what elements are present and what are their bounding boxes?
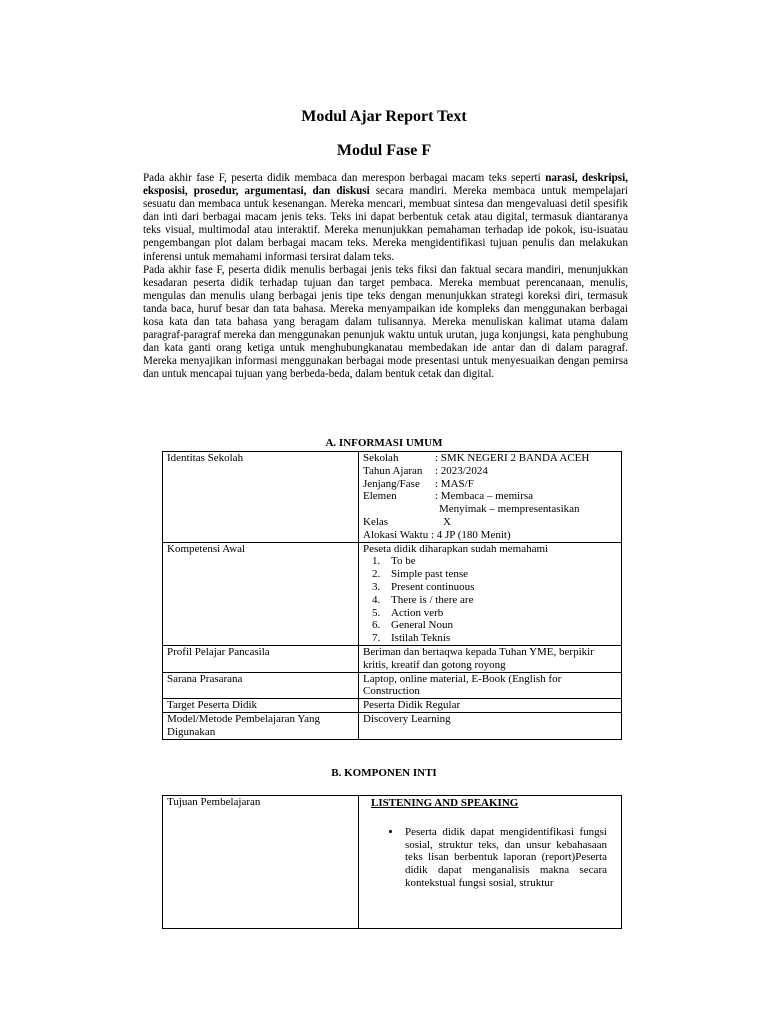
- table-row: [163, 542, 622, 645]
- list-item: 5. Action verb: [383, 607, 617, 620]
- intro-text: [143, 172, 628, 382]
- section-a-heading: A. INFORMASI UMUM: [325, 437, 443, 449]
- table-row: [163, 699, 622, 713]
- list-item: 3. Present continuous: [383, 581, 617, 594]
- kompetensi-label: Kompetensi Awal: [163, 542, 359, 645]
- model-label: Model/Metode Pembelajaran Yang Digunakan: [163, 712, 359, 739]
- identitas-value: Sekolah : SMK NEGERI 2 BANDA ACEH Tahun Ajaran : 2023/2024 Jenjang/Fase : MAS/F Elemen : Membaca – memirsa Menyimak – mempresentasikan Kelas X Alokasi Waktu : 4 JP (180 Menit): [359, 452, 622, 543]
- target-value: Peserta Didik Regular: [359, 699, 622, 713]
- document-subtitle: Modul Fase F: [336, 142, 432, 159]
- tujuan-label: Tujuan Pembelajaran: [163, 796, 359, 929]
- list-item: 7. Istilah Teknis: [383, 632, 617, 645]
- table-row: [163, 796, 622, 929]
- prerequisite-list: [363, 555, 617, 645]
- section-b-heading: B. KOMPONEN INTI: [331, 767, 437, 779]
- identitas-label: Identitas Sekolah: [163, 452, 359, 543]
- table-row: [163, 645, 622, 672]
- general-info-table: [162, 451, 622, 740]
- table-row: [163, 712, 622, 739]
- profil-label: Profil Pelajar Pancasila: [163, 645, 359, 672]
- table-row: [163, 672, 622, 699]
- profil-value: Beriman dan bertaqwa kepada Tuhan YME, berpikir kritis, kreatif dan gotong royong: [359, 645, 622, 672]
- text-types-bold: narasi, deskripsi, eksposisi, prosedur, argumentasi, dan diskusi: [143, 172, 628, 198]
- objective-list: [363, 826, 617, 890]
- sarana-label: Sarana Prasarana: [163, 672, 359, 699]
- core-component-table: [162, 795, 622, 929]
- model-value: Discovery Learning: [359, 712, 622, 739]
- table-row: [163, 452, 622, 543]
- kompetensi-value: Peseta didik diharapkan sudah memahami 1. To be 2. Simple past tense 3. Present continuous 4. There is / there are 5. Action verb 6. General Noun 7. Istilah Teknis: [359, 542, 622, 645]
- list-item: 1. To be: [383, 555, 617, 568]
- document-title: Modul Ajar Report Text: [301, 108, 467, 125]
- intro-paragraph-2: Pada akhir fase F, peserta didik menulis berbagai jenis teks fiksi dan faktual secara mandiri, menunjukkan kesadaran peserta didik terhadap tujuan dan target pembaca. Mereka membuat perencanaan, menulis, mengulas dan menulis ulang berbagai jenis tipe teks dengan menunjukkan strategi koreksi diri, termasuk tanda baca, huruf besar dan tata bahasa. Mereka menyampaikan ide kompleks dan menggunakan berbagai kosa kata dan tata bahasa yang beragam dalam tulisannya. Mereka menuliskan kalimat utama dalam paragraf-paragraf mereka dan menggunakan penunjuk waktu untuk urutan, juga konjungsi, kata penghubung dan kata ganti orang ketiga untuk menghubungkanatau membedakan ide antar dan di dalam paragraf. Mereka menyajikan informasi menggunakan berbagai mode presentasi untuk menyesuaikan dengan pemirsa dan untuk mencapai tujuan yang berbeda-beda, dalam bentuk cetak dan digital.: [143, 263, 628, 381]
- list-item: 6. General Noun: [383, 619, 617, 632]
- target-label: Target Peserta Didik: [163, 699, 359, 713]
- tujuan-value: [359, 796, 622, 929]
- list-item: • Peserta didik dapat mengidentifikasi fungsi sosial, struktur teks, dan unsur kebahasaan teks lisan berbentuk laporan (report)Peserta didik dapat menganalisis makna secara kontekstual fungsi sosial, struktur: [402, 826, 617, 890]
- intro-paragraph-1: Pada akhir fase F, peserta didik membaca dan merespon berbagai macam teks seperti narasi, deskripsi, eksposisi, prosedur, argumentasi, dan diskusi secara mandiri. Mereka membaca untuk mempelajari sesuatu dan membaca untuk kesenangan. Mereka mencari, membuat sintesa dan mengevaluasi detil spesifik dan inti dari berbagai macam jenis teks. Teks ini dapat berbentuk cetak atau digital, termasuk diantaranya teks visual, multimodal atau interaktif. Mereka menunjukkan pemahaman terhadap ide pokok, isu-isuatau pengembangan plot dalam berbagai macam teks. Mereka mengidentifikasi tujuan penulis dan melakukan inferensi untuk memahami informasi tersirat dalam teks.: [143, 172, 628, 263]
- list-item: 2. Simple past tense: [383, 568, 617, 581]
- list-item: 4. There is / there are: [383, 594, 617, 607]
- listening-speaking-heading: LISTENING AND SPEAKING: [371, 797, 519, 809]
- sarana-value: Laptop, online material, E-Book (English for Construction: [359, 672, 622, 699]
